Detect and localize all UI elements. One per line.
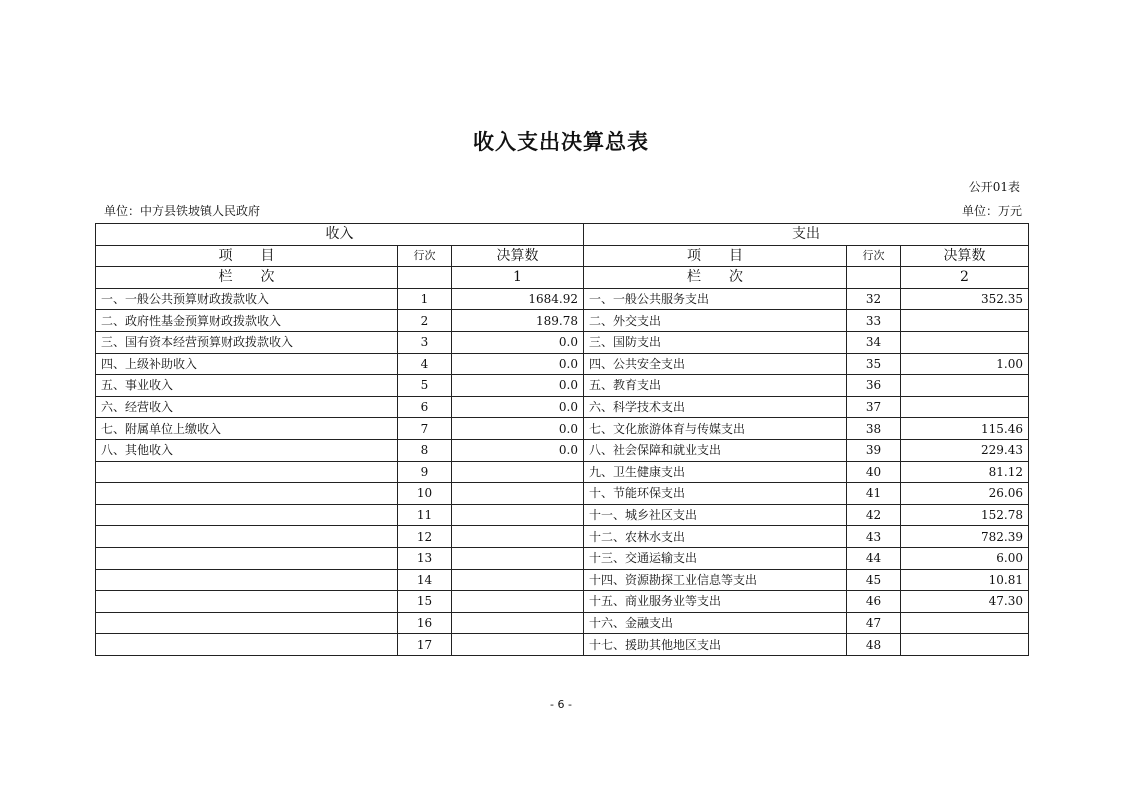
income-row-no-cell: 9 [398, 461, 452, 483]
income-row-no-header: 行次 [398, 245, 452, 267]
table-row [96, 547, 1029, 569]
expense-row-no-cell: 38 [847, 418, 901, 440]
income-row-no-cell: 13 [398, 547, 452, 569]
expense-amount-cell [901, 634, 1029, 656]
income-item-cell [96, 547, 398, 569]
income-row-no-cell: 11 [398, 504, 452, 526]
expense-amount-cell: 782.39 [901, 526, 1029, 548]
income-item-cell: 二、政府性基金预算财政拨款收入 [96, 310, 398, 332]
expense-amount-cell: 152.78 [901, 504, 1029, 526]
income-amount-cell: 1684.92 [452, 288, 584, 310]
income-item-cell [96, 569, 398, 591]
income-row-no-cell: 16 [398, 612, 452, 634]
expense-row-no-cell: 44 [847, 547, 901, 569]
expense-row-no-cell: 39 [847, 439, 901, 461]
expense-item-cell: 十二、农林水支出 [584, 526, 847, 548]
income-item-cell [96, 504, 398, 526]
income-item-cell [96, 483, 398, 505]
expense-row-no-cell: 32 [847, 288, 901, 310]
expense-row-no-cell: 36 [847, 375, 901, 397]
expense-amount-cell [901, 310, 1029, 332]
income-item-cell: 七、附属单位上缴收入 [96, 418, 398, 440]
expense-item-cell: 十四、资源勘探工业信息等支出 [584, 569, 847, 591]
income-amount-cell [452, 461, 584, 483]
income-amount-cell [452, 547, 584, 569]
expense-amount-cell: 47.30 [901, 591, 1029, 613]
income-column-label: 栏 次 [96, 267, 398, 289]
expense-item-header: 项 目 [584, 245, 847, 267]
income-item-cell [96, 461, 398, 483]
page-title: 收入支出决算总表 [473, 129, 649, 154]
table-section-header-row [96, 224, 1029, 246]
table-row [96, 612, 1029, 634]
income-amount-header: 决算数 [452, 245, 584, 267]
expense-amount-cell: 115.46 [901, 418, 1029, 440]
income-amount-cell [452, 591, 584, 613]
table-body [96, 288, 1029, 655]
income-item-cell: 三、国有资本经营预算财政拨款收入 [96, 331, 398, 353]
income-amount-cell: 0.0 [452, 375, 584, 397]
expense-amount-cell: 81.12 [901, 461, 1029, 483]
income-item-cell: 五、事业收入 [96, 375, 398, 397]
income-item-cell: 一、一般公共预算财政拨款收入 [96, 288, 398, 310]
income-item-cell [96, 526, 398, 548]
expense-row-no-cell: 33 [847, 310, 901, 332]
income-row-no-cell: 15 [398, 591, 452, 613]
table-row [96, 569, 1029, 591]
income-amount-cell [452, 504, 584, 526]
expense-row-no-cell: 35 [847, 353, 901, 375]
table-row [96, 461, 1029, 483]
expense-item-cell: 五、教育支出 [584, 375, 847, 397]
income-row-no-cell: 3 [398, 331, 452, 353]
income-amount-cell: 0.0 [452, 396, 584, 418]
table-column-header-row [96, 245, 1029, 267]
expense-item-cell: 十、节能环保支出 [584, 483, 847, 505]
table-row [96, 439, 1029, 461]
expense-item-cell: 九、卫生健康支出 [584, 461, 847, 483]
income-item-cell: 四、上级补助收入 [96, 353, 398, 375]
expense-amount-cell [901, 612, 1029, 634]
expense-amount-cell: 1.00 [901, 353, 1029, 375]
expense-section-header: 支出 [584, 224, 1029, 246]
expense-row-no-cell: 47 [847, 612, 901, 634]
income-amount-cell: 0.0 [452, 353, 584, 375]
expense-row-no-cell: 41 [847, 483, 901, 505]
currency-unit: 单位：万元 [961, 204, 1022, 218]
expense-amount-cell: 6.00 [901, 547, 1029, 569]
income-amount-cell [452, 483, 584, 505]
table-row [96, 504, 1029, 526]
expense-item-cell: 十六、金融支出 [584, 612, 847, 634]
income-item-cell [96, 634, 398, 656]
table-row [96, 396, 1029, 418]
expense-row-no-cell: 37 [847, 396, 901, 418]
table-row [96, 526, 1029, 548]
expense-row-no-cell: 48 [847, 634, 901, 656]
expense-item-cell: 十一、城乡社区支出 [584, 504, 847, 526]
expense-row-no-cell: 42 [847, 504, 901, 526]
expense-amount-cell: 229.43 [901, 439, 1029, 461]
expense-item-cell: 三、国防支出 [584, 331, 847, 353]
table-column-index-row [96, 267, 1029, 289]
expense-item-cell: 六、科学技术支出 [584, 396, 847, 418]
income-item-cell: 八、其他收入 [96, 439, 398, 461]
expense-item-cell: 十五、商业服务业等支出 [584, 591, 847, 613]
income-row-no-cell: 1 [398, 288, 452, 310]
expense-amount-cell: 352.35 [901, 288, 1029, 310]
income-amount-cell: 0.0 [452, 418, 584, 440]
expense-row-no-cell: 46 [847, 591, 901, 613]
expense-amount-cell: 10.81 [901, 569, 1029, 591]
expense-amount-cell [901, 396, 1029, 418]
income-column-index: 1 [452, 267, 584, 289]
income-row-no-cell: 12 [398, 526, 452, 548]
income-item-cell: 六、经营收入 [96, 396, 398, 418]
table-row [96, 331, 1029, 353]
expense-row-no-cell: 43 [847, 526, 901, 548]
expense-amount-cell [901, 375, 1029, 397]
income-row-no-cell: 5 [398, 375, 452, 397]
expense-row-no-cell: 34 [847, 331, 901, 353]
expense-item-cell: 七、文化旅游体育与传媒支出 [584, 418, 847, 440]
income-row-no-cell: 4 [398, 353, 452, 375]
income-item-cell [96, 591, 398, 613]
table-row [96, 353, 1029, 375]
income-row-no-cell: 2 [398, 310, 452, 332]
income-row-no-cell: 10 [398, 483, 452, 505]
income-amount-cell: 0.0 [452, 439, 584, 461]
income-row-no-cell: 8 [398, 439, 452, 461]
table-row [96, 591, 1029, 613]
expense-row-no-cell: 40 [847, 461, 901, 483]
expense-amount-cell: 26.06 [901, 483, 1029, 505]
table-row [96, 418, 1029, 440]
expense-item-cell: 一、一般公共服务支出 [584, 288, 847, 310]
expense-column-blank [847, 267, 901, 289]
table-row [96, 310, 1029, 332]
table-row [96, 375, 1029, 397]
expense-column-index: 2 [901, 267, 1029, 289]
income-row-no-cell: 17 [398, 634, 452, 656]
expense-item-cell: 十三、交通运输支出 [584, 547, 847, 569]
income-row-no-cell: 7 [398, 418, 452, 440]
income-amount-cell [452, 634, 584, 656]
expense-item-cell: 二、外交支出 [584, 310, 847, 332]
income-item-cell [96, 612, 398, 634]
income-row-no-cell: 6 [398, 396, 452, 418]
income-section-header: 收入 [96, 224, 584, 246]
expense-amount-header: 决算数 [901, 245, 1029, 267]
income-column-blank [398, 267, 452, 289]
income-amount-cell [452, 569, 584, 591]
income-amount-cell: 189.78 [452, 310, 584, 332]
table-row [96, 288, 1029, 310]
table-row [96, 634, 1029, 656]
expense-item-cell: 十七、援助其他地区支出 [584, 634, 847, 656]
income-amount-cell [452, 526, 584, 548]
income-amount-cell [452, 612, 584, 634]
income-expense-table [95, 223, 1029, 656]
expense-row-no-cell: 45 [847, 569, 901, 591]
expense-column-label: 栏 次 [584, 267, 847, 289]
income-amount-cell: 0.0 [452, 331, 584, 353]
page-number: - 6 - [550, 698, 572, 711]
expense-row-no-header: 行次 [847, 245, 901, 267]
expense-item-cell: 八、社会保障和就业支出 [584, 439, 847, 461]
reporting-unit: 单位：中方县铁坡镇人民政府 [104, 204, 261, 218]
form-number: 公开01表 [968, 180, 1020, 194]
expense-item-cell: 四、公共安全支出 [584, 353, 847, 375]
income-item-header: 项 目 [96, 245, 398, 267]
table-row [96, 483, 1029, 505]
expense-amount-cell [901, 331, 1029, 353]
income-row-no-cell: 14 [398, 569, 452, 591]
